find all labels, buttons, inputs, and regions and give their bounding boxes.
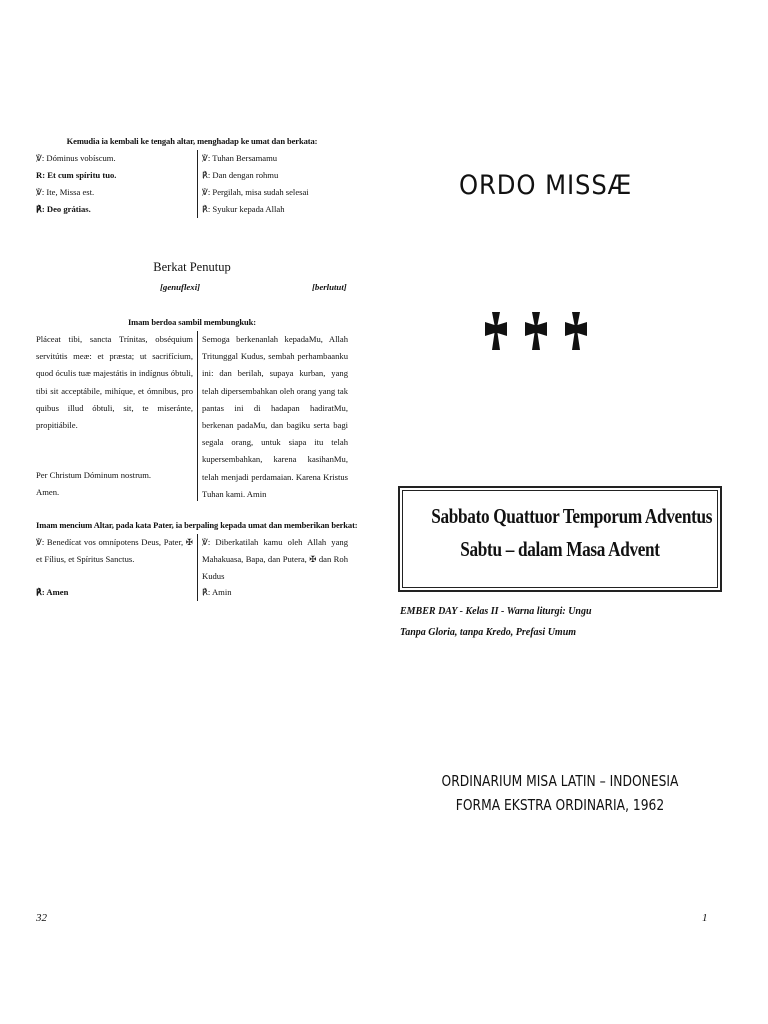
ordinarium-line-1: ORDINARIUM MISA LATIN – INDONESIA	[441, 772, 679, 790]
latin-cell: ℟: Deo grátias.	[36, 201, 198, 218]
per-christum: Per Christum Dóminum nostrum.	[36, 467, 198, 484]
dialogue-row	[36, 184, 348, 201]
per-christum-row	[36, 467, 348, 484]
crosses-row	[485, 312, 587, 350]
indonesian-cell: ℣: Pergilah, misa sudah selesai	[202, 187, 309, 197]
feast-title-indonesian: Sabtu – dalam Masa Advent	[460, 537, 660, 561]
feast-title-box	[398, 486, 722, 592]
blank-cell	[198, 484, 348, 501]
dialogue-row	[36, 201, 348, 218]
rubric-genuflexi: [genuflexi]	[160, 282, 201, 292]
page-number-right: 1	[702, 912, 708, 924]
gloria-credo-line: Tanpa Gloria, tanpa Kredo, Prefasi Umum	[400, 627, 577, 638]
instruction-blessing: Imam mencium Altar, pada kata Pater, ia berpaling kepada umat dan memberikan berkat:	[36, 520, 358, 530]
blessing-table	[36, 534, 348, 601]
feast-title-box-inner	[402, 490, 718, 588]
instruction-return-to-center: Kemudia ia kembali ke tengah altar, menghadap ke umat dan berkata:	[66, 136, 318, 146]
page-number-left: 32	[36, 912, 47, 924]
feast-title-latin: Sabbato Quattuor Temporum Adventus	[431, 504, 713, 528]
latin-cell: ℣: Dóminus vobíscum.	[36, 150, 198, 167]
placeat-indonesian: Semoga berkenanlah kepadaMu, Allah Tritunggal Kudus, sembah perhambaanku ini: dan berilah, supaya kurban, yang telah dipersembahkan oleh orang yang tak pantas ini di hadapan hadiratMu, berkenan padaMu, dan bagiku serta bagi segala orang, untuk siapa itu telah kupersembahkan, karena kasihanMu, telah menjadi perdamaian. Karena Kristus Tuhan kami. Amin	[202, 334, 348, 499]
dialogue-row	[36, 150, 348, 167]
indonesian-cell: ℟: Syukur kepada Allah	[202, 204, 285, 214]
instruction-bowing: Imam berdoa sambil membungkuk:	[127, 317, 257, 327]
blessing-amen-row	[36, 584, 348, 601]
indonesian-cell: ℣: Tuhan Bersamamu	[202, 153, 278, 163]
latin-cell: ℣: Ite, Missa est.	[36, 184, 198, 201]
placeat-table	[36, 331, 348, 501]
placeat-latin: Pláceat tibi, sancta Trínitas, obséquium servitútis meæ: et præsta; ut sacrifícium, quod óculis tuæ majestátis in indígnus óbtuli, tibi sit acceptábile, mihíque, et ómnibus, pro quibus illud óbtuli, sit, te miseránte, propitiábile.	[36, 331, 198, 467]
cross-pattee-icon	[525, 312, 547, 350]
dialogue-row	[36, 167, 348, 184]
amen-indonesian: ℟: Amin	[202, 587, 232, 597]
ember-day-line: EMBER DAY - Kelas II - Warna liturgi: Ungu	[400, 606, 592, 617]
section-title: Berkat Penutup	[153, 260, 231, 274]
blessing-row	[36, 534, 348, 584]
amen-row	[36, 484, 348, 501]
cross-pattee-icon	[565, 312, 587, 350]
cross-pattee-icon	[485, 312, 507, 350]
ordo-missae-title: ORDO MISSÆ	[459, 170, 633, 201]
ordinarium-line-2: FORMA EKSTRA ORDINARIA, 1962	[455, 796, 665, 814]
benedicat-indonesian: ℣: Diberkatilah kamu oleh Allah yang Mahakuasa, Bapa, dan Putera, ✠ dan Roh Kudus	[202, 537, 348, 582]
blank-cell	[198, 467, 348, 484]
amen-latin: Amen.	[36, 484, 198, 501]
dismissal-dialogue-table	[36, 150, 348, 218]
benedicat-latin: ℣: Benedícat vos omnípotens Deus, Pater, ✠ et Fílius, et Spíritus Sanctus.	[36, 534, 198, 584]
indonesian-cell: ℟: Dan dengan rohmu	[202, 170, 279, 180]
amen-latin: ℟: Amen	[36, 584, 198, 601]
latin-cell: R: Et cum spíritu tuo.	[36, 167, 198, 184]
rubric-berlutut: [berlutut]	[312, 282, 347, 292]
